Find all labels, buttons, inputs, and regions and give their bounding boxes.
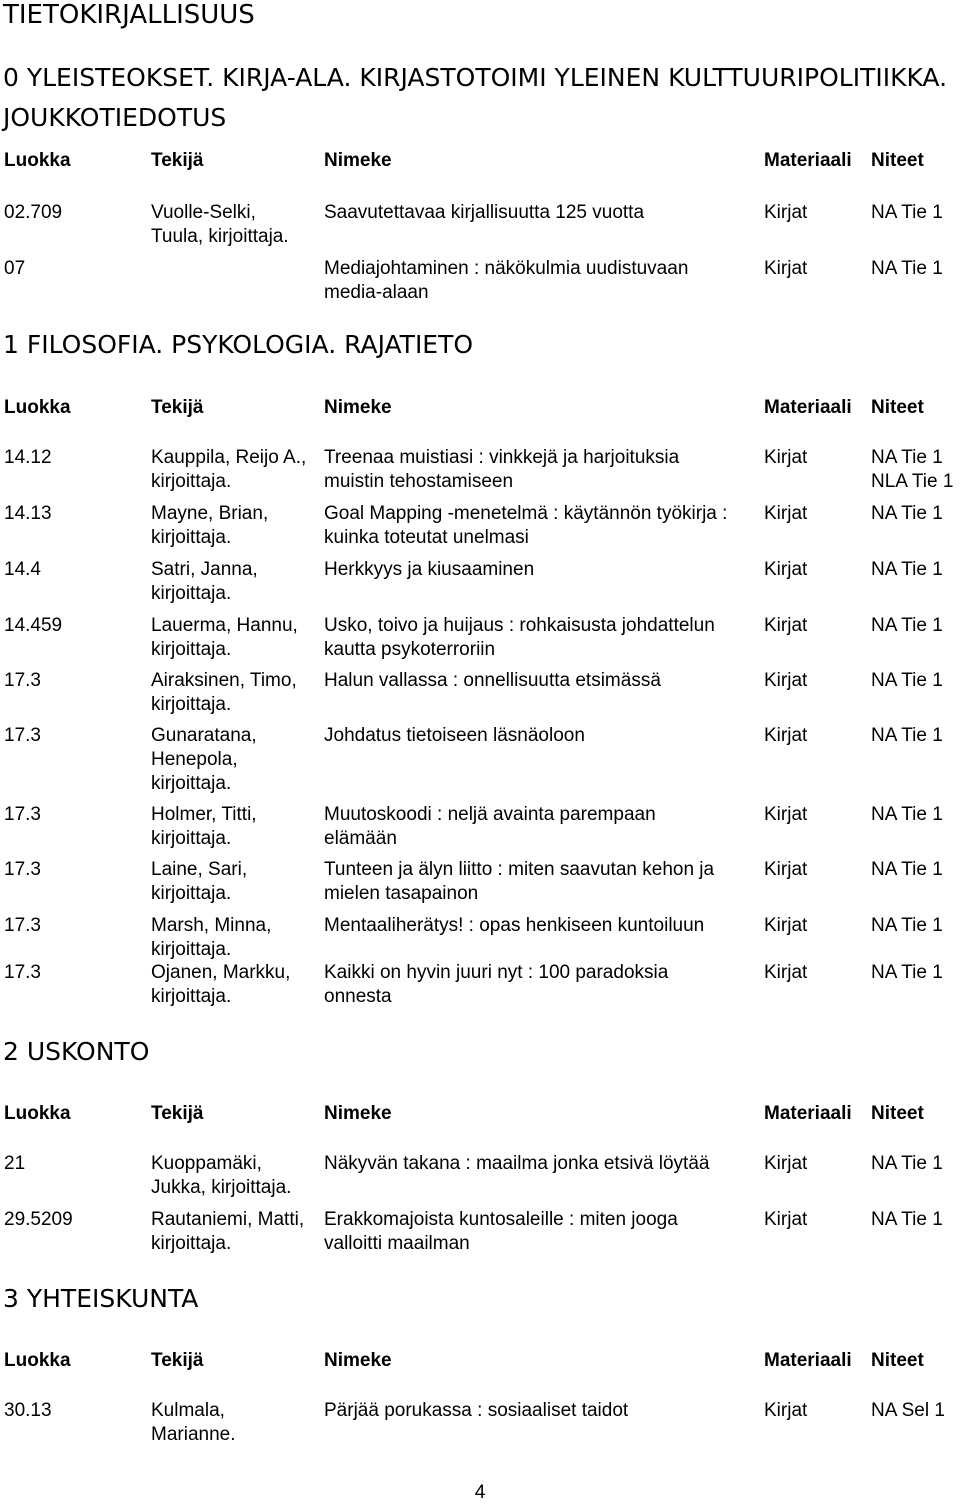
cell-tekija: kirjoittaja. (151, 773, 232, 794)
cell-luokka: 14.13 (4, 503, 52, 524)
column-header-tekija: Tekijä (151, 150, 204, 171)
cell-materiaali: Kirjat (764, 447, 808, 468)
cell-luokka: 17.3 (4, 725, 41, 746)
cell-tekija: kirjoittaja. (151, 583, 232, 604)
cell-niteet: NA Tie 1 (871, 1209, 943, 1230)
cell-materiaali: Kirjat (764, 615, 808, 636)
cell-tekija: Gunaratana, (151, 725, 257, 746)
cell-tekija: Vuolle-Selki, (151, 202, 256, 223)
cell-niteet: NA Tie 1 (871, 1153, 943, 1174)
column-header-luokka: Luokka (4, 150, 71, 171)
cell-materiaali: Kirjat (764, 962, 808, 983)
column-header-niteet: Niteet (871, 397, 924, 418)
cell-nimeke: Mentaaliherätys! : opas henkiseen kuntoiluun (324, 915, 705, 936)
cell-nimeke: mielen tasapainon (324, 883, 479, 904)
cell-materiaali: Kirjat (764, 725, 808, 746)
cell-luokka: 29.5209 (4, 1209, 73, 1230)
cell-nimeke: Johdatus tietoiseen läsnäoloon (324, 725, 585, 746)
cell-luokka: 02.709 (4, 202, 63, 223)
column-header-nimeke: Nimeke (324, 150, 392, 171)
cell-niteet: NA Tie 1 (871, 615, 943, 636)
cell-niteet: NA Tie 1 (871, 859, 943, 880)
cell-tekija: Jukka, kirjoittaja. (151, 1177, 292, 1198)
cell-nimeke: kuinka toteutat unelmasi (324, 527, 529, 548)
cell-materiaali: Kirjat (764, 670, 808, 691)
cell-nimeke: Kaikki on hyvin juuri nyt : 100 paradoksia (324, 962, 669, 983)
cell-luokka: 14.12 (4, 447, 52, 468)
cell-materiaali: Kirjat (764, 559, 808, 580)
cell-nimeke: Saavutettavaa kirjallisuutta 125 vuotta (324, 202, 645, 223)
column-header-nimeke: Nimeke (324, 397, 392, 418)
cell-materiaali: Kirjat (764, 503, 808, 524)
cell-tekija: kirjoittaja. (151, 639, 232, 660)
column-header-luokka: Luokka (4, 397, 71, 418)
cell-nimeke: muistin tehostamiseen (324, 471, 514, 492)
cell-niteet: NLA Tie 1 (871, 471, 954, 492)
column-header-tekija: Tekijä (151, 1103, 204, 1124)
column-header-nimeke: Nimeke (324, 1103, 392, 1124)
cell-luokka: 17.3 (4, 804, 41, 825)
cell-materiaali: Kirjat (764, 804, 808, 825)
cell-materiaali: Kirjat (764, 1209, 808, 1230)
cell-tekija: Ojanen, Markku, (151, 962, 291, 983)
cell-materiaali: Kirjat (764, 202, 808, 223)
cell-materiaali: Kirjat (764, 859, 808, 880)
cell-niteet: NA Tie 1 (871, 962, 943, 983)
cell-tekija: Mayne, Brian, (151, 503, 269, 524)
cell-nimeke: Usko, toivo ja huijaus : rohkaisusta johdattelun (324, 615, 715, 636)
cell-luokka: 14.459 (4, 615, 63, 636)
cell-niteet: NA Tie 1 (871, 258, 943, 279)
cell-niteet: NA Tie 1 (871, 804, 943, 825)
cell-nimeke: Pärjää porukassa : sosiaaliset taidot (324, 1400, 629, 1421)
section-heading: 1 FILOSOFIA. PSYKOLOGIA. RAJATIETO (3, 330, 474, 359)
column-header-materiaali: Materiaali (764, 397, 852, 418)
cell-nimeke: Näkyvän takana : maailma jonka etsivä löytää (324, 1153, 710, 1174)
cell-nimeke: Mediajohtaminen : näkökulmia uudistuvaan (324, 258, 689, 279)
cell-luokka: 21 (4, 1153, 26, 1174)
cell-nimeke: Halun vallassa : onnellisuutta etsimässä (324, 670, 661, 691)
cell-tekija: Laine, Sari, (151, 859, 248, 880)
cell-nimeke: elämään (324, 828, 397, 849)
cell-niteet: NA Tie 1 (871, 915, 943, 936)
column-header-tekija: Tekijä (151, 397, 204, 418)
cell-tekija: Tuula, kirjoittaja. (151, 226, 289, 247)
cell-luokka: 17.3 (4, 962, 41, 983)
cell-nimeke: Treenaa muistiasi : vinkkejä ja harjoituksia (324, 447, 680, 468)
column-header-materiaali: Materiaali (764, 1350, 852, 1371)
cell-tekija: Kuoppamäki, (151, 1153, 262, 1174)
cell-tekija: Henepola, (151, 749, 238, 770)
section-heading: 0 YLEISTEOKSET. KIRJA-ALA. KIRJASTOTOIMI YLEINEN KULTTUURIPOLITIIKKA. (3, 63, 948, 92)
column-header-nimeke: Nimeke (324, 1350, 392, 1371)
cell-niteet: NA Tie 1 (871, 503, 943, 524)
cell-niteet: NA Tie 1 (871, 202, 943, 223)
cell-tekija: kirjoittaja. (151, 1233, 232, 1254)
cell-tekija: kirjoittaja. (151, 694, 232, 715)
page-title: TIETOKIRJALLISUUS (3, 0, 255, 30)
cell-tekija: Lauerma, Hannu, (151, 615, 298, 636)
cell-nimeke: media-alaan (324, 282, 429, 303)
section-heading: 3 YHTEISKUNTA (3, 1284, 199, 1313)
cell-luokka: 07 (4, 258, 26, 279)
cell-niteet: NA Tie 1 (871, 725, 943, 746)
column-header-niteet: Niteet (871, 1350, 924, 1371)
cell-tekija: Marianne. (151, 1424, 236, 1445)
cell-nimeke: Goal Mapping -menetelmä : käytännön työkirja : (324, 503, 728, 524)
column-header-niteet: Niteet (871, 1103, 924, 1124)
cell-nimeke: Herkkyys ja kiusaaminen (324, 559, 535, 580)
section-heading: 2 USKONTO (3, 1037, 150, 1066)
cell-tekija: Kauppila, Reijo A., (151, 447, 307, 468)
cell-tekija: Marsh, Minna, (151, 915, 272, 936)
cell-materiaali: Kirjat (764, 258, 808, 279)
cell-materiaali: Kirjat (764, 915, 808, 936)
cell-niteet: NA Tie 1 (871, 559, 943, 580)
cell-luokka: 17.3 (4, 859, 41, 880)
cell-niteet: NA Tie 1 (871, 447, 943, 468)
cell-tekija: Holmer, Titti, (151, 804, 257, 825)
cell-tekija: kirjoittaja. (151, 828, 232, 849)
cell-niteet: NA Sel 1 (871, 1400, 945, 1421)
cell-nimeke: kautta psykoterroriin (324, 639, 496, 660)
cell-tekija: Satri, Janna, (151, 559, 258, 580)
column-header-luokka: Luokka (4, 1103, 71, 1124)
cell-materiaali: Kirjat (764, 1153, 808, 1174)
column-header-luokka: Luokka (4, 1350, 71, 1371)
cell-tekija: kirjoittaja. (151, 527, 232, 548)
cell-tekija: kirjoittaja. (151, 471, 232, 492)
cell-nimeke: onnesta (324, 986, 392, 1007)
cell-tekija: kirjoittaja. (151, 986, 232, 1007)
cell-nimeke: Muutoskoodi : neljä avainta parempaan (324, 804, 656, 825)
column-header-materiaali: Materiaali (764, 1103, 852, 1124)
cell-tekija: kirjoittaja. (151, 939, 232, 960)
cell-tekija: kirjoittaja. (151, 883, 232, 904)
page-number: 4 (474, 1482, 486, 1503)
cell-materiaali: Kirjat (764, 1400, 808, 1421)
cell-luokka: 30.13 (4, 1400, 52, 1421)
column-header-niteet: Niteet (871, 150, 924, 171)
cell-tekija: Kulmala, (151, 1400, 225, 1421)
section-heading: JOUKKOTIEDOTUS (3, 103, 227, 132)
cell-nimeke: valloitti maailman (324, 1233, 470, 1254)
cell-nimeke: Erakkomajoista kuntosaleille : miten jooga (324, 1209, 678, 1230)
cell-nimeke: Tunteen ja älyn liitto : miten saavutan kehon ja (324, 859, 715, 880)
column-header-tekija: Tekijä (151, 1350, 204, 1371)
cell-niteet: NA Tie 1 (871, 670, 943, 691)
cell-luokka: 17.3 (4, 670, 41, 691)
cell-tekija: Rautaniemi, Matti, (151, 1209, 305, 1230)
cell-luokka: 14.4 (4, 559, 41, 580)
cell-luokka: 17.3 (4, 915, 41, 936)
column-header-materiaali: Materiaali (764, 150, 852, 171)
cell-tekija: Airaksinen, Timo, (151, 670, 297, 691)
